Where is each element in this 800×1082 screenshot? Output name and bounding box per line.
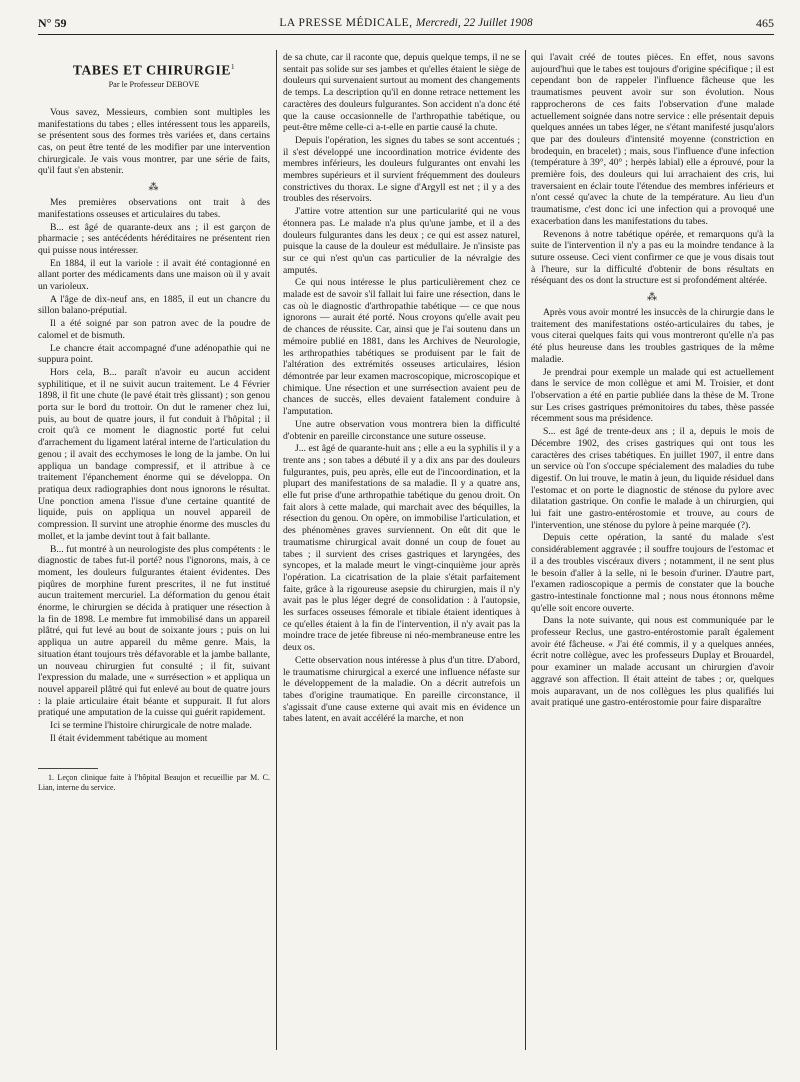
publication-date: Mercredi, 22 Juillet 1908 [415,17,533,29]
paragraph: Vous savez, Messieurs, combien sont multiples les manifestations du tabes ; elles intéressent tous les appareils, se présentent sous des formes très variées et, dans certains cas, on peut être tenté de les modifier par une intervention chirurgicale. Je vais vous montrer, par une série de faits, qu'il faut s'en abstenir. [38,106,270,177]
page-number: 465 [756,16,774,30]
paragraph: Mes premières observations ont trait à des manifestations osseuses et articulaires du tabes. [38,197,270,220]
paragraph: Ici se termine l'histoire chirurgicale de notre malade. [50,720,252,732]
paragraph: B... fut montré à un neurologiste des plus compétents : le diagnostic de tabes fut-il porté? nous l'ignorons, mais, à ce moment, les douleurs fulgurantes étaient évidentes. Des piqûres de morphine furent prescrites, il ne fut institué aucun traitement mercuriel. La déformation du genou était énorme, le chirurgien se décida à pratiquer une résection à la fin de 1898. Le membre fut immobilisé dans un appareil plâtré, qui fut levé au bout de soixante jours ; puis on lui appliqua un autre appareil du même genre. Mais, la situation étant toujours très défavorable et la jambe ballante, un nouveau chirurgien fut consulté ; il fit, suivant l'expression du malade, une « surrésection » et appliqua un nouvel appareil plâtré qui fut enlevé au bout de quatre jours : la plaie articulaire était béante et suppurait. Il fut alors pratiqué une amputation de la cuisse qui guérit rapidement. [38,543,270,719]
paragraph: A l'âge de dix-neuf ans, en 1885, il eut un chancre du sillon balano-préputial. [38,293,270,317]
paragraph: En 1884, il eut la variole : il avait été contagionné en allant porter des médicaments dans une maison où il y avait un varioleux. [38,257,270,293]
paragraph: de sa chute, car il raconte que, depuis quelque temps, il ne se sentait pas solide sur ses jambes et qu'elles étaient le siège de douleurs qui survenaient surtout au moment des changements de temps. La description qu'il en donne retrace nettement les caractères des douleurs fulgurantes. Son accident n'a donc été que la cause occasionnelle de l'arthropathie tabétique, ou peut-être même celle-ci a-t-elle en partie causé la chute. [283,52,520,134]
footnote: 1. Leçon clinique faite à l'hôpital Beaujon et recueillie par M. C. Lian, interne du service. [38,773,270,793]
column-3 [531,52,774,1066]
paragraph: Je prendrai pour exemple un malade qui est actuellement dans le service de mon collègue et ami M. Troisier, et dont l'observation a été en partie publiée dans la thèse de M. Trone sur Les crises gastriques prémonitoires du tabes, thèse passée récemment sous ma présidence. [531,366,774,425]
byline: Par le Professeur DEBOVE [108,80,200,90]
column-1 [38,52,270,1066]
paragraph: Il a été soigné par son patron avec de la poudre de calomel et de bismuth. [38,318,270,341]
paragraph: J... est âgé de quarante-huit ans ; elle a eu la syphilis il y a trente ans ; son tabes a débuté il y a dix ans par des douleurs fulgurantes, puis, peu après, elle eut de l'incoordination, et la plupart des manifestations de sa maladie. Il y a quatre ans, elle fut prise d'une arthropathie tabétique du genou droit. On fait alors à cette malade, qui marchait avec des béquilles, la résection du genou. On opère, on immobilise l'articulation, et des phénomènes graves surviennent. On eût dit que le traumatisme chirurgical avait donné un coup de fouet au tabes ; il survient des crises gastriques et laryngées, des syncopes, et la malade meurt le vingt-cinquième jour après l'opération. La cicatrisation de la plaie s'était parfaitement faite, grâce à la rigoureuse asepsie du chirurgien, mais il n'y avait pas le plus léger degré de consolidation : à l'autopsie, les surfaces osseuses fémorale et tibiale étaient identiques à ce qu'elles étaient à la fin de l'intervention, il n'y avait pas la moindre trace de jetée fibreuse ni néo-membraneuse entre les deux os. [283,443,520,654]
paragraph: Cette observation nous intéresse à plus d'un titre. D'abord, le traumatisme chirurgical a exercé une influence néfaste sur le développement de la maladie. On a décrit autrefois un tabes d'origine traumatique. En pareille circonstance, il s'agissait d'une cause externe qui avait mis en évidence un tabes latent, en avait accéléré la marche, et non [283,654,520,725]
issue-number: N° 59 [38,16,67,30]
paragraph: Ce qui nous intéresse le plus particulièrement chez ce malade est de savoir s'il fallait lui faire une résection, dans le cas où le diagnostic d'arthropathie tabétique — ce que nous ignorons — aurait été porté. Nous croyons qu'elle avait peu de chances de réussite. Car, ainsi que je l'ai soutenu dans un mémoire publié en 1881, dans les Archives de Neurologie, les arthropathies tabétiques se produisent par le fait de l'altération des extrémités osseuses articulaires, lésion démontrée par leur examen macroscopique, microscopique et chimique. Une résection et une surrésection avaient peu de chances de succès, elles devaient fatalement conduire à l'amputation. [283,277,520,418]
paragraph: J'attire votre attention sur une particularité qui ne vous étonnera pas. Le malade n'a plus qu'une jambe, et il a des douleurs fulgurantes dans les deux ; ce qui est assez naturel, puisque la cause de la douleur est médullaire. Je n'insiste pas sur ce qui n'est qu'un cas particulier de la névralgie des amputés. [283,206,520,276]
paragraph: Revenons à notre tabétique opérée, et remarquons qu'à la suite de l'intervention il n'y a pas eu la moindre tendance à la suture osseuse. Ceci vient confirmer ce que je vous disais tout à l'heure, sur la difficulté d'obtenir de bons résultats en réséquant des os dont la structure est si profondément altérée. [531,228,774,287]
paragraph: S... est âgé de trente-deux ans ; il a, depuis le mois de Décembre 1902, des crises gastriques qui ont tous les caractères des crises tabétiques. En juillet 1907, il entre dans un service où l'on s'occupe spécialement des maladies du tube digestif. On lui trouve, le matin à jeun, du liquide résiduel dans l'estomac et on porte le diagnostic de sténose du pylore avec dilatation gastrique. On confie le malade à un chirurgien, qui lui fait une gastro-entérostomie et trouve, au cours de l'intervention, une sténose du pylore à peine marquée (?). [531,426,774,531]
page-header [38,16,774,35]
paragraph: Depuis cette opération, la santé du malade s'est considérablement aggravée ; il souffre toujours de l'estomac et il a des troubles viscéraux divers ; notamment, il ne sent plus le besoin d'aller à la selle, ni le besoin d'uriner. D'autre part, l'examen radioscopique a permis de constater que la bouche gastro-intestinale fonctionne mal ; nous nous étonnons même qu'elle soit encore ouverte. [531,532,774,614]
journal-name: LA PRESSE MÉDICALE, [279,17,413,29]
column-divider [276,50,277,1050]
section-separator: ⁂ [148,182,160,194]
paragraph: Hors cela, B... paraît n'avoir eu aucun accident syphilitique, et il ne suivit aucun traitement. Le 4 Février 1898, il fit une chute (le pavé était très glissant) ; son genou porta sur le bord du trottoir. On dut le ramener chez lui, puis, au bout de quatre jours, il fut conduit à l'hôpital ; il croit qu'à ce moment le diagnostic porté fut celui d'arrachement du ligament latéral interne de l'articulation du genou ; il avait des ecchymoses le long de la jambe. On lui appliqua un bandage compressif, et il attribue à ce traitement l'épanchement énorme qui se développa. On pratiqua deux radiographies dont nous ignorons le résultat. Une ponction amena l'issue d'une certaine quantité de liquide, puis on appliqua un nouvel appareil de compression. Il survint une atrophie énorme des muscles du mollet, et la jambe devint tout à fait ballante. [38,366,270,542]
footnote-mark: 1 [230,63,236,71]
section-separator: ⁂ [647,292,658,304]
paragraph: Une autre observation vous montrera bien la difficulté d'obtenir en pareille circonstance une suture osseuse. [283,418,520,442]
paragraph: Le chancre était accompagné d'une adénopathie qui ne suppura point. [38,342,270,366]
footnote-rule [38,768,98,769]
masthead [38,18,774,30]
column-divider [525,50,526,1050]
paragraph: B... est âgé de quarante-deux ans ; il est garçon de pharmacie ; ses antécédents héréditaires ne présentent rien qui puisse nous intéresser. [38,221,270,256]
paragraph: Il était évidemment tabétique au moment [50,732,208,744]
paragraph: Après vous avoir montré les insuccès de la chirurgie dans le traitement des manifestations ostéo-articulaires du tabes, je vous citerai quelques faits qui vous montreront qu'elle n'a pas été plus heureuse dans les troubles gastriques de la même maladie. [531,307,774,365]
article-title: TABES ET CHIRURGIE$^1$ [72,62,236,78]
paragraph: Dans la note suivante, qui nous est communiquée par le professeur Reclus, une gastro-entérostomie paraît également avoir été fâcheuse. « J'ai été commis, il y a quelques années, écrit notre collègue, avec les professeurs Duplay et Brouardel, pour examiner un malade accusant un chirurgien d'avoir aggravé son affection. Il était atteint de tabes ; or, quelques mois auparavant, un de nos collègues les plus qualifiés lui avait pratiqué une gastro-entérostomie pour faire disparaître [531,615,774,709]
paragraph: qui l'avait créé de toutes pièces. En effet, nous savons aujourd'hui que le tabes est toujours d'origine spécifique ; il est cependant bon de rappeler l'influence fâcheuse que les traumatismes peuvent avoir sur son évolution. Nous rapprocherons de ces faits l'observation d'une malade actuellement soignée dans notre service : elle présentait depuis quelques années un tabes léger, ne s'étant manifesté jusqu'alors que par des douleurs d'intensité moyenne (constriction en brodequin, en bracelet) ; mais, sous l'influence d'une infection (température à 39°, 40° ; herpès labial) elle a éprouvé, pour la première fois, des douleurs qui lui arrachaient des cris, lui traversaient en éclair toute l'étendue des membres inférieurs et n'ont cessé qu'avec la chute de la température. Au lieu d'un traumatisme, c'est donc ici une infection qui a provoqué une exacerbation dans les manifestations du tabes. [531,52,774,227]
column-2 [283,52,520,1066]
paragraph: Depuis l'opération, les signes du tabes se sont accentués ; il s'est développé une incoordination motrice évidente des membres inférieurs, les douleurs fulgurantes ont envahi les membres supérieurs et il survient fréquemment des douleurs constrictives du thorax. Le signe d'Argyll est net ; il y a des troubles des réservoirs. [283,134,520,205]
